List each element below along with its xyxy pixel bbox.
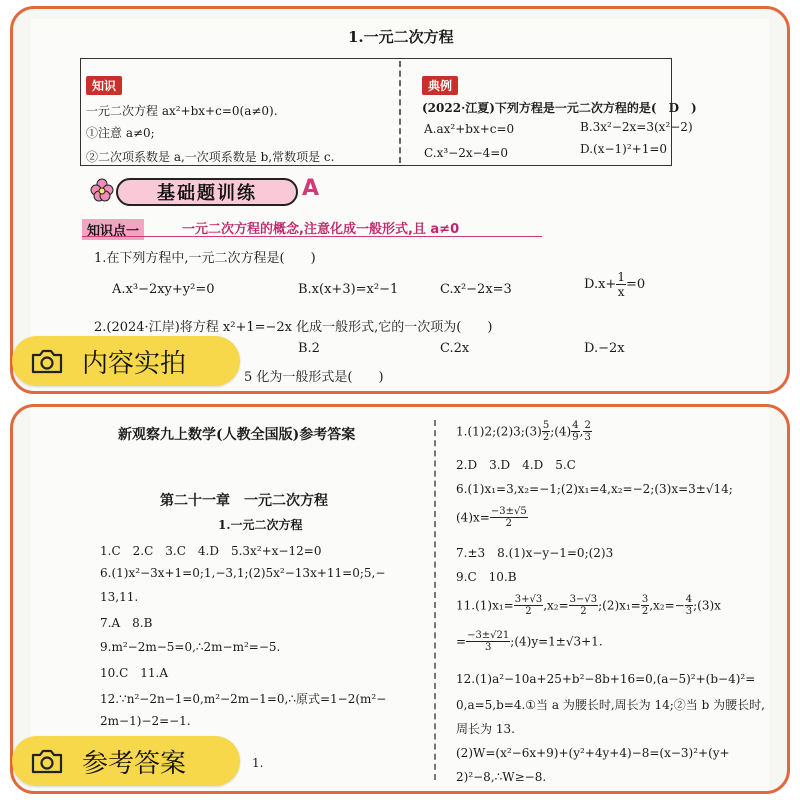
section-title: 1.一元二次方程 [218,518,303,532]
answer-line: 9.m²−2m−5=0,∴2m−m²=−5. [100,640,281,654]
option-d-suffix: =0 [625,277,646,292]
fraction [542,420,550,443]
flower-icon [88,176,116,204]
chapter-title: 第二十一章 一元二次方程 [160,493,328,509]
question-2-option-d: D.−2x [584,341,625,356]
chip-label: 参考答案 [82,748,187,779]
answer-line-tail: 1. [252,756,264,770]
option-d-prefix: D.x+ [584,277,617,292]
text-segment: 1.(1)2;(2)3;(3) [456,424,542,439]
knowledge-point-tag: 知识点一 [82,219,144,240]
question-1-stem: 1.在下列方程中,一元二次方程是( ) [94,251,316,266]
text-segment: ;(3)x [693,598,721,613]
fraction [641,594,649,617]
answer-line: 1.C 2.C 3.C 4.D 5.3x²+x−12=0 [100,544,322,558]
answer-right-line-7 [456,594,721,617]
numerator: −3±√5 [490,506,527,517]
text-segment: = [456,634,467,649]
knowledge-tag: 知识 [86,76,122,95]
numerator: 3+√3 [514,594,543,605]
knowledge-point-underline [82,236,542,237]
banner-grade: A [302,176,320,201]
section-banner: 基础题训练 [116,178,298,206]
answer-right-line-4 [456,506,528,529]
answer-key-chip [12,736,240,786]
question-3-tail: 5 化为一般形式是( ) [244,370,384,385]
fraction [571,420,579,443]
example-option-a: A.ax²+bx+c=0 [424,122,515,136]
fraction [490,506,528,529]
denominator: 2 [505,518,512,529]
question-1-option-d [584,270,645,299]
answer-right-line-1 [456,420,592,443]
knowledge-line-1: 一元二次方程 ax²+bx+c=0(a≠0). [86,104,278,118]
knowledge-line-2: ①注意 a≠0; [86,126,155,140]
knowledge-line-3: ②二次项系数是 a,一次项系数是 b,常数项是 c. [86,150,335,164]
text-segment: ,x₂=− [649,598,685,613]
text-segment: (4)x= [456,510,490,525]
denominator: 9 [572,432,579,443]
question-2-option-b: B.2 [298,341,320,356]
denominator: 3 [685,606,693,617]
text-segment: ;(2)x₁= [598,598,641,613]
knowledge-point-text: 一元二次方程的概念,注意化成一般形式,且 a≠0 [182,222,460,237]
book-title: 新观察九上数学(人教全国版)参考答案 [118,427,356,443]
denominator: 2 [580,606,587,617]
answer-right-line-13: 2)²−8,∴W≥−8. [456,770,547,784]
example-option-c: C.x³−2x−4=0 [424,146,508,160]
answer-right-line-2: 2.D 3.D 4.D 5.C [456,458,576,472]
example-question: (2022·江夏)下列方程是一元二次方程的是( D ) [422,101,697,115]
fraction [583,420,591,443]
example-option-b: B.3x²−2x=3(x²−2) [580,120,693,134]
question-2-stem: 2.(2024·江岸)将方程 x²+1=−2x 化成一般形式,它的一次项为( ) [94,320,493,335]
box-divider [399,61,401,163]
numerator: 4 [572,420,579,431]
column-divider [434,420,436,780]
numerator: −3±√21 [467,630,510,641]
question-1-option-b: B.x(x+3)=x²−1 [298,282,399,297]
denominator: 2 [542,432,550,443]
denominator: 3 [484,642,492,653]
answer-right-line-6: 9.C 10.B [456,570,517,584]
page-title: 1.一元二次方程 [348,28,454,46]
answer-right-line-11: 周长为 13. [456,722,515,736]
answer-line: 6.(1)x²−3x+1=0;1,−3,1;(2)5x²−13x+11=0;5,− [100,566,386,580]
numerator: 2 [584,420,591,431]
fraction-denominator: x [617,285,625,299]
chip-label: 内容实拍 [82,348,187,379]
content-photo-chip [12,336,240,386]
answer-right-line-9: 12.(1)a²−10a+25+b²−8b+16=0,(a−5)²+(b−4)²= [456,672,756,686]
fraction [466,630,510,653]
text-segment: ,x₂= [543,598,569,613]
denominator: 3 [584,432,591,443]
fraction [685,594,693,617]
answer-line: 10.C 11.A [100,666,169,680]
example-option-d: D.(x−1)²+1=0 [580,142,668,156]
numerator: 3−√3 [569,594,598,605]
answer-line: 2m−1)−2=−1. [100,714,191,728]
camera-icon [30,348,64,374]
answer-right-line-10: 0,a=5,b=4.①当 a 为腰长时,周长为 14;②当 b 为腰长时, [456,698,765,712]
text-segment: ;(4)y=1±√3+1. [510,634,603,649]
text-segment: 11.(1)x₁= [456,598,514,613]
answer-right-line-5: 7.±3 8.(1)x−y−1=0;(2)3 [456,546,614,560]
question-1-option-a: A.x³−2xy+y²=0 [112,282,215,297]
fraction [514,594,543,617]
answer-line: 7.A 8.B [100,616,153,630]
answer-right-line-8 [456,630,603,653]
answer-right-line-12: (2)W=(x²−6x+9)+(y²+4y+4)−8=(x−3)²+(y+ [456,746,730,760]
option-d-fraction [616,270,626,299]
question-2-option-c: C.2x [440,341,470,356]
numerator: 3 [641,594,649,605]
fraction [569,594,598,617]
question-1-option-c: C.x²−2x=3 [440,282,512,297]
camera-icon [30,748,64,774]
text-segment: ;(4) [550,424,572,439]
answer-line: 12.∵n²−2n−1=0,m²−2m−1=0,∴原式=1−2(m²− [100,692,387,706]
fraction-numerator: 1 [617,270,625,284]
denominator: 2 [641,606,649,617]
example-tag: 典例 [422,76,458,95]
answer-line: 13,11. [100,590,139,604]
answer-right-line-3: 6.(1)x₁=3,x₂=−1;(2)x₁=4,x₂=−2;(3)x=3±√14; [456,482,733,496]
numerator: 5 [542,420,550,431]
text-segment: , [579,424,584,439]
numerator: 4 [685,594,693,605]
denominator: 2 [525,606,532,617]
